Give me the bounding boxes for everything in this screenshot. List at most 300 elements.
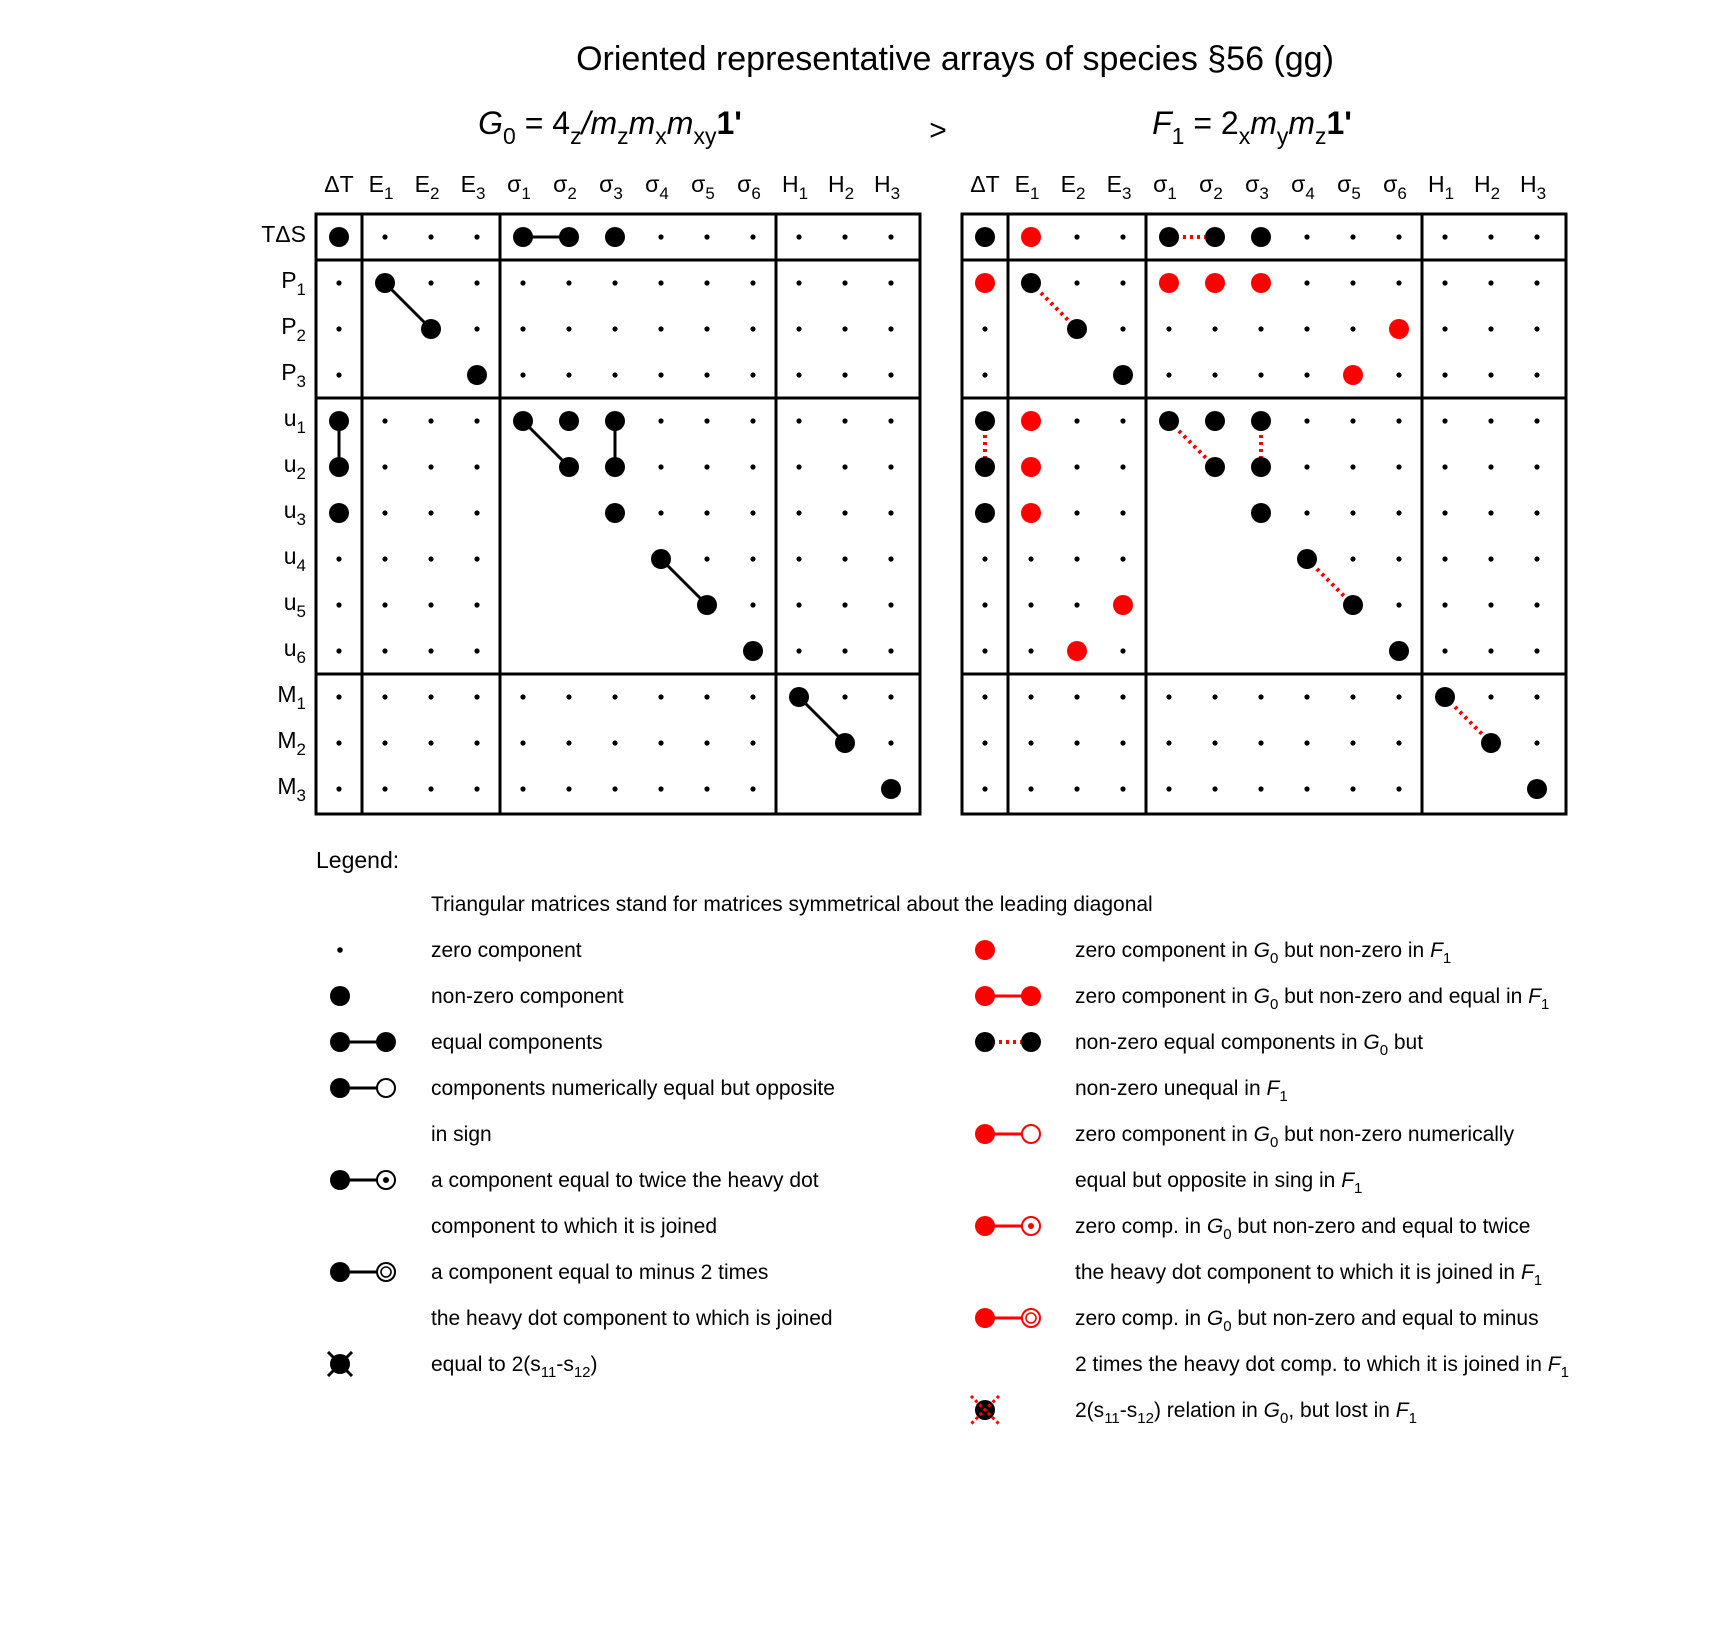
right-zero-dot (1304, 280, 1309, 285)
right-zero-dot (1534, 372, 1539, 377)
right-zero-dot (1028, 786, 1033, 791)
left-zero-dot (336, 694, 341, 699)
right-new-nonzero-dot (1067, 641, 1087, 661)
right-col-header (1061, 171, 1086, 203)
left-zero-dot (888, 510, 893, 515)
legend-item-text (1075, 1031, 1423, 1059)
legend-item-text-part: but non-zero in (1278, 939, 1431, 962)
left-zero-dot (428, 602, 433, 607)
right-col-header-part: 1 (1029, 184, 1040, 203)
right-zero-dot (1396, 510, 1401, 515)
right-zero-dot (1534, 418, 1539, 423)
left-row-header-part: 2 (296, 326, 306, 345)
right-zero-dot (1028, 602, 1033, 607)
left-zero-dot (750, 464, 755, 469)
right-new-nonzero-dot (1113, 595, 1133, 615)
left-zero-dot (566, 786, 571, 791)
legend-item-text-part: non-zero equal components in (1075, 1031, 1364, 1054)
left-col-header-part: σ (645, 171, 660, 197)
legend-item-text (431, 1077, 835, 1100)
left-zero-dot (474, 556, 479, 561)
legend-item-text (431, 1261, 768, 1284)
left-row-header (281, 359, 306, 391)
right-col-header-part: σ (1291, 171, 1306, 197)
left-zero-dot (474, 602, 479, 607)
right-zero-dot (1028, 694, 1033, 699)
left-nonzero-dot (605, 457, 625, 477)
legend-item-text-part: 1 (1279, 1088, 1288, 1105)
left-row-header (284, 405, 306, 437)
left-nonzero-dot (421, 319, 441, 339)
left-zero-dot (842, 510, 847, 515)
right-zero-dot (1304, 464, 1309, 469)
right-new-nonzero-dot (1251, 273, 1271, 293)
right-zero-dot (1396, 740, 1401, 745)
equal-pair-symbol (330, 1032, 396, 1052)
right-new-nonzero-dot (1159, 273, 1179, 293)
legend-item-text (431, 1031, 603, 1054)
lost-cross-dot-symbol (971, 1396, 999, 1424)
left-nonzero-dot (559, 411, 579, 431)
legend-note: Triangular matrices stand for matrices symmetrical about the leading diagonal (431, 893, 1153, 916)
left-zero-dot (658, 786, 663, 791)
right-zero-dot (1534, 234, 1539, 239)
left-zero-dot (428, 464, 433, 469)
left-zero-dot (888, 326, 893, 331)
left-zero-dot (704, 280, 709, 285)
right-zero-dot (1304, 510, 1309, 515)
right-zero-dot (1488, 280, 1493, 285)
legend-item-text (431, 939, 582, 962)
legend-item-text-part: zero component in (1075, 939, 1254, 962)
right_group-formula-part: 1 (1171, 123, 1185, 149)
left-row-header-part: P (281, 359, 297, 385)
left-zero-dot (520, 280, 525, 285)
legend-item-text-part: zero comp. in (1075, 1307, 1207, 1330)
left-row-header-part: M (277, 681, 297, 707)
legend-item-text-part: G (1263, 1399, 1281, 1422)
right-zero-dot (1074, 510, 1079, 515)
right-col-header (1015, 171, 1040, 203)
left-zero-dot (474, 740, 479, 745)
small-dot-symbol (337, 947, 343, 953)
right-zero-dot (1396, 694, 1401, 699)
left-zero-dot (428, 280, 433, 285)
right-col-header-part: 3 (1259, 184, 1269, 203)
right_group-formula-part: y (1276, 123, 1289, 149)
red-equal-pair-symbol (975, 986, 1041, 1006)
left-zero-dot (888, 464, 893, 469)
right-new-nonzero-dot (1021, 457, 1041, 477)
right-nonzero-dot (1113, 365, 1133, 385)
right-zero-dot (1350, 786, 1355, 791)
right-zero-dot (1304, 740, 1309, 745)
legend-item-text (431, 1169, 819, 1192)
left-zero-dot (750, 372, 755, 377)
left-zero-dot (796, 556, 801, 561)
right-col-header-part: H (1519, 171, 1537, 197)
right-zero-dot (1120, 648, 1125, 653)
right-zero-dot (1304, 694, 1309, 699)
legend-item-text-part: equal components (431, 1031, 603, 1054)
left-zero-dot (796, 602, 801, 607)
right-zero-dot (1258, 694, 1263, 699)
right-col-header-part: 2 (1075, 184, 1086, 203)
legend-item-text-part: component to which it is joined (431, 1215, 717, 1238)
legend-item-text-part: G (1253, 939, 1270, 962)
right-zero-dot (1350, 556, 1355, 561)
right-col-header (1520, 171, 1546, 203)
left-zero-dot (336, 326, 341, 331)
legend-item-text-part: 0 (1269, 950, 1279, 967)
left-col-header (737, 171, 761, 203)
left-zero-dot (750, 556, 755, 561)
left-row-header (284, 451, 306, 483)
left-nonzero-dot (513, 227, 533, 247)
right-zero-dot (1120, 234, 1125, 239)
left-col-header-part: σ (599, 171, 614, 197)
right-nonzero-dot (1251, 411, 1271, 431)
legend-item-text (1075, 1399, 1417, 1427)
left-col-header (507, 171, 531, 203)
legend-item-text-part: ) relation in (1153, 1399, 1264, 1422)
left-zero-dot (842, 602, 847, 607)
red-opposite-pair-symbol (975, 1124, 1040, 1144)
legend-item-text-part: G (1253, 1123, 1270, 1146)
left-row-header-part: u (283, 589, 297, 615)
left-zero-dot (336, 648, 341, 653)
right-group-heading (1152, 105, 1352, 149)
red-minus-two-pair-symbol (975, 1308, 1040, 1328)
legend-item-text-part: F (1266, 1077, 1280, 1100)
right-zero-dot (1120, 418, 1125, 423)
legend-item-text-part: but non-zero numerically (1278, 1123, 1515, 1146)
legend-item-text (1075, 1169, 1362, 1197)
left_group-formula-part: G (478, 105, 504, 141)
left-zero-dot (842, 280, 847, 285)
right-nonzero-dot (975, 411, 995, 431)
right-zero-dot (1442, 372, 1447, 377)
left-zero-dot (658, 418, 663, 423)
legend-item-text-part: zero component in (1075, 985, 1254, 1008)
left-zero-dot (382, 694, 387, 699)
left-col-header-part: σ (737, 171, 752, 197)
left-zero-dot (474, 510, 479, 515)
left-col-header-part: 5 (705, 184, 715, 203)
left-zero-dot (474, 234, 479, 239)
left-col-header (645, 171, 669, 203)
right-zero-dot (1304, 786, 1309, 791)
right-zero-dot (1442, 464, 1447, 469)
right-zero-dot (1396, 280, 1401, 285)
right-nonzero-dot (1251, 457, 1271, 477)
legend-item-text (431, 1353, 598, 1381)
left-zero-dot (704, 372, 709, 377)
left-col-header-part: E (368, 171, 384, 197)
right-col-header-part: 3 (1536, 184, 1547, 203)
right-zero-dot (1074, 234, 1079, 239)
right-zero-dot (1442, 510, 1447, 515)
right-zero-dot (1534, 694, 1539, 699)
right_group-formula-part: m (1288, 105, 1316, 141)
right-zero-dot (1074, 556, 1079, 561)
right-zero-dot (1534, 280, 1539, 285)
right-nonzero-dot (1205, 457, 1225, 477)
left_group-formula (478, 105, 742, 149)
left-zero-dot (796, 464, 801, 469)
left-row-header (284, 497, 306, 529)
left-col-header-part: 6 (751, 184, 761, 203)
legend-item-text-part: ) (590, 1353, 598, 1376)
right-nonzero-dot (975, 503, 995, 523)
right-nonzero-dot (1435, 687, 1455, 707)
left-row-header-part: M (277, 773, 297, 799)
left-col-header-part: 4 (659, 184, 669, 203)
right-zero-dot (1212, 694, 1217, 699)
right-zero-dot (1074, 786, 1079, 791)
left-col-header-part: 1 (798, 184, 809, 203)
right-zero-dot (1120, 280, 1125, 285)
left-zero-dot (658, 694, 663, 699)
left_group-formula-part: x (655, 123, 667, 149)
right-col-header (1428, 171, 1454, 203)
right-zero-dot (1074, 740, 1079, 745)
right-col-header-part: 2 (1213, 184, 1223, 203)
right-zero-dot (982, 648, 987, 653)
right-zero-dot (1488, 510, 1493, 515)
right-zero-dot (982, 372, 987, 377)
right-zero-dot (1074, 602, 1079, 607)
left-zero-dot (888, 234, 893, 239)
left-nonzero-dot (559, 227, 579, 247)
right-nonzero-dot (1481, 733, 1501, 753)
left-zero-dot (428, 510, 433, 515)
left-row-header-part: 3 (296, 786, 306, 805)
legend-item-text-part: F (1395, 1399, 1409, 1422)
right-zero-dot (1442, 234, 1447, 239)
left-zero-dot (888, 372, 893, 377)
relation-symbol: > (929, 114, 947, 147)
legend-item-text-part: 1 (1442, 950, 1452, 967)
left-zero-dot (428, 556, 433, 561)
left-zero-dot (842, 234, 847, 239)
right-col-header (1383, 171, 1407, 203)
right-new-nonzero-dot (1205, 273, 1225, 293)
left-row-header-part: TΔS (261, 221, 306, 247)
legend-item-text-part: zero component (431, 939, 582, 962)
right-col-header-part: 4 (1305, 184, 1315, 203)
left-nonzero-dot (881, 779, 901, 799)
left-col-header-part: H (873, 171, 891, 197)
left_group-formula-part: / (581, 105, 591, 141)
legend-item-text (431, 1123, 492, 1146)
left-zero-dot (382, 418, 387, 423)
right-new-nonzero-dot (1343, 365, 1363, 385)
left-zero-dot (474, 694, 479, 699)
left-zero-dot (658, 740, 663, 745)
legend-item-text-part: 1 (1560, 1364, 1569, 1381)
left-row-header-part: u (283, 405, 297, 431)
left-col-header (691, 171, 715, 203)
minus-two-pair-symbol (330, 1262, 395, 1282)
left-col-header (599, 171, 623, 203)
right-nonzero-dot (1251, 503, 1271, 523)
right_group-formula-part: m (1250, 105, 1277, 141)
right-zero-dot (1304, 326, 1309, 331)
right_group-formula-part: z (1315, 123, 1327, 149)
left-group-heading (478, 105, 742, 149)
legend-item-text-part: 0 (1223, 1318, 1232, 1335)
left-nonzero-dot (329, 457, 349, 477)
left-col-header (324, 171, 353, 197)
left-col-header-part: H (827, 171, 845, 197)
left-zero-dot (336, 372, 341, 377)
legend-item-text-part: F (1430, 939, 1443, 962)
left-zero-dot (612, 786, 617, 791)
legend-item-text (1075, 1123, 1515, 1151)
right-zero-dot (1442, 648, 1447, 653)
right-zero-dot (1488, 602, 1493, 607)
right-zero-dot (1304, 372, 1309, 377)
left-col-header (874, 171, 900, 203)
right-zero-dot (1442, 602, 1447, 607)
left-zero-dot (796, 510, 801, 515)
right-zero-dot (1166, 740, 1171, 745)
right-zero-dot (1074, 464, 1079, 469)
left-row-header (281, 313, 306, 345)
right-col-header-part: 5 (1351, 184, 1361, 203)
left-zero-dot (382, 602, 387, 607)
left-zero-dot (888, 280, 893, 285)
legend-item-text-part: G (1206, 1307, 1224, 1330)
legend-item-text-part: 1 (1408, 1410, 1417, 1427)
left-zero-dot (428, 740, 433, 745)
left-zero-dot (658, 464, 663, 469)
left-zero-dot (750, 786, 755, 791)
right-zero-dot (1350, 510, 1355, 515)
right-zero-dot (1396, 556, 1401, 561)
left-row-header (284, 543, 306, 575)
right_group-formula (1152, 105, 1352, 149)
left-zero-dot (428, 418, 433, 423)
left-row-header-part: 3 (296, 372, 306, 391)
left-zero-dot (704, 740, 709, 745)
left-zero-dot (796, 372, 801, 377)
left-col-header (782, 171, 808, 203)
right-zero-dot (1534, 464, 1539, 469)
left-zero-dot (704, 464, 709, 469)
right-zero-dot (1488, 694, 1493, 699)
opposite-pair-symbol (330, 1078, 395, 1098)
legend-item-text (431, 1215, 717, 1238)
left-zero-dot (704, 234, 709, 239)
left-col-header-part: ΔT (324, 171, 354, 197)
left-zero-dot (750, 280, 755, 285)
right-zero-dot (982, 694, 987, 699)
legend-item-text-part: a component equal to twice the heavy dot (431, 1169, 819, 1192)
big-dot-symbol (330, 986, 350, 1006)
legend-item-text-part: equal but opposite in sing in (1075, 1169, 1342, 1192)
right-nonzero-dot (1021, 273, 1041, 293)
left-row-header-part: u (283, 635, 297, 661)
left-zero-dot (428, 648, 433, 653)
right-zero-dot (1120, 740, 1125, 745)
left-col-header-part: 3 (890, 184, 901, 203)
right-col-header-part: 2 (1490, 184, 1501, 203)
left-zero-dot (704, 694, 709, 699)
right-zero-dot (1212, 740, 1217, 745)
right-zero-dot (1074, 418, 1079, 423)
left-zero-dot (842, 556, 847, 561)
left-zero-dot (842, 372, 847, 377)
left-col-header (415, 171, 440, 203)
right-zero-dot (1442, 418, 1447, 423)
right-zero-dot (1350, 280, 1355, 285)
left-row-header-part: P (281, 313, 297, 339)
legend-item-text-part: but non-zero and equal in (1278, 985, 1529, 1008)
right-col-header (1107, 171, 1132, 203)
left-nonzero-dot (513, 411, 533, 431)
right-zero-dot (1166, 372, 1171, 377)
right-zero-dot (1488, 464, 1493, 469)
right-zero-dot (1534, 510, 1539, 515)
right-zero-dot (1258, 326, 1263, 331)
right-zero-dot (1304, 234, 1309, 239)
left-zero-dot (704, 418, 709, 423)
left-zero-dot (750, 326, 755, 331)
right-zero-dot (1488, 372, 1493, 377)
left-zero-dot (520, 372, 525, 377)
legend-item-text-part: zero comp. in (1075, 1215, 1207, 1238)
left_group-formula-part: 1' (716, 105, 742, 141)
left_group-formula-part: m (628, 105, 656, 141)
left-zero-dot (750, 234, 755, 239)
left-row-header (261, 221, 306, 247)
left-zero-dot (750, 510, 755, 515)
left-zero-dot (382, 510, 387, 515)
legend-right-column (971, 939, 1569, 1427)
right_group-formula-part: 1' (1326, 105, 1352, 141)
right-zero-dot (1396, 418, 1401, 423)
left_group-formula-part: xy (693, 123, 717, 149)
right-zero-dot (1442, 556, 1447, 561)
left-col-header-part: 2 (429, 184, 440, 203)
left-col-header-part: 2 (844, 184, 855, 203)
left-zero-dot (612, 694, 617, 699)
legend-item-text-part: 12 (573, 1364, 591, 1381)
legend-left-column (328, 939, 835, 1381)
left_group-formula-part: = 4 (515, 105, 571, 141)
right-nonzero-dot (1343, 595, 1363, 615)
right-nonzero-dot (1297, 549, 1317, 569)
right-zero-dot (1350, 694, 1355, 699)
left-zero-dot (796, 234, 801, 239)
right_group-formula-part: x (1238, 123, 1251, 149)
right-new-nonzero-dot (1021, 503, 1041, 523)
right-zero-dot (1074, 280, 1079, 285)
legend-item-text (1075, 1353, 1569, 1381)
left-zero-dot (842, 464, 847, 469)
left-zero-dot (658, 234, 663, 239)
right-zero-dot (1534, 556, 1539, 561)
left-row-header (277, 727, 306, 759)
left_group-formula-part: z (617, 123, 629, 149)
legend-item-text-part: in sign (431, 1123, 492, 1146)
right_group-formula-part: F (1152, 105, 1172, 141)
legend-item-text (1075, 1215, 1530, 1243)
left-col-header-part: 1 (521, 184, 531, 203)
legend-item-text (1075, 1307, 1539, 1335)
